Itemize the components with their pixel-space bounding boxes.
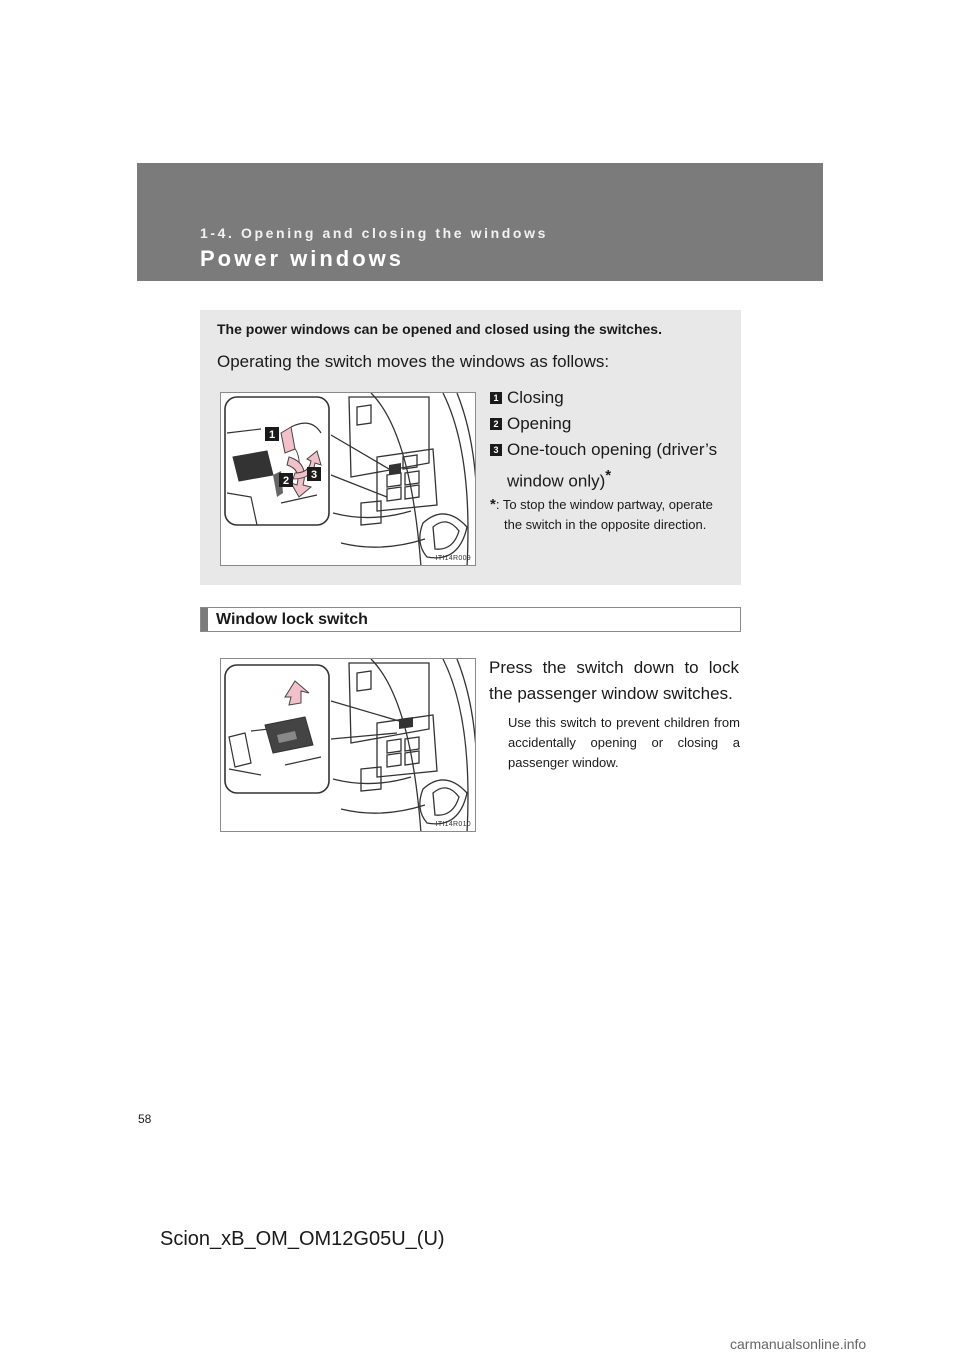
document-id: Scion_xB_OM_OM12G05U_(U): [160, 1228, 445, 1250]
section-label: 1-4. Opening and closing the windows: [200, 225, 548, 241]
lock-switch-illustration: [221, 659, 476, 832]
window-lock-switch-figure: [220, 658, 476, 832]
list-item: [490, 437, 730, 495]
page-title: Power windows: [200, 246, 405, 271]
callout-1-label: 1: [268, 429, 276, 441]
list-item: [490, 385, 730, 411]
intro-lead-text: Operating the switch moves the windows as follows:: [217, 352, 610, 371]
callout-3-label: 3: [310, 469, 318, 481]
window-lock-note: Use this switch to prevent children from accidentally opening or closing a passenger window.: [508, 715, 740, 770]
footnote-text: : To stop the window partway, operate the switch in the opposite direction.: [495, 497, 713, 532]
window-lock-heading-text: Window lock switch: [216, 611, 368, 628]
intro-bold-text: The power windows can be opened and closed using the switches.: [217, 321, 662, 337]
footnote-star-marker: *: [605, 467, 612, 484]
figure-code: ITI14R010: [435, 821, 471, 828]
figure-code: ITI14R009: [435, 555, 471, 562]
power-window-switch-figure: [220, 392, 476, 566]
window-lock-heading: [200, 607, 741, 632]
list-item: [490, 411, 730, 437]
step-label: One-touch opening (driver’s window only): [507, 440, 718, 491]
step-number-badge: 1: [490, 392, 502, 404]
step-number-badge: 3: [490, 444, 502, 456]
page-number: 58: [138, 1112, 152, 1126]
window-lock-main-text: Press the switch down to lock the passenger window switches.: [489, 658, 739, 703]
intro-panel: [200, 310, 741, 585]
watermark: carmanualsonline.info: [730, 1336, 867, 1352]
callout-2-label: 2: [282, 475, 290, 487]
step-number-badge: 2: [490, 418, 502, 430]
step-list: [490, 385, 730, 495]
footnote-star: *: [490, 496, 496, 513]
door-switch-illustration: [221, 393, 476, 566]
step-label: Closing: [507, 388, 564, 407]
step-label: Opening: [507, 414, 572, 433]
header-band: [137, 163, 823, 281]
footnote: [490, 495, 720, 535]
